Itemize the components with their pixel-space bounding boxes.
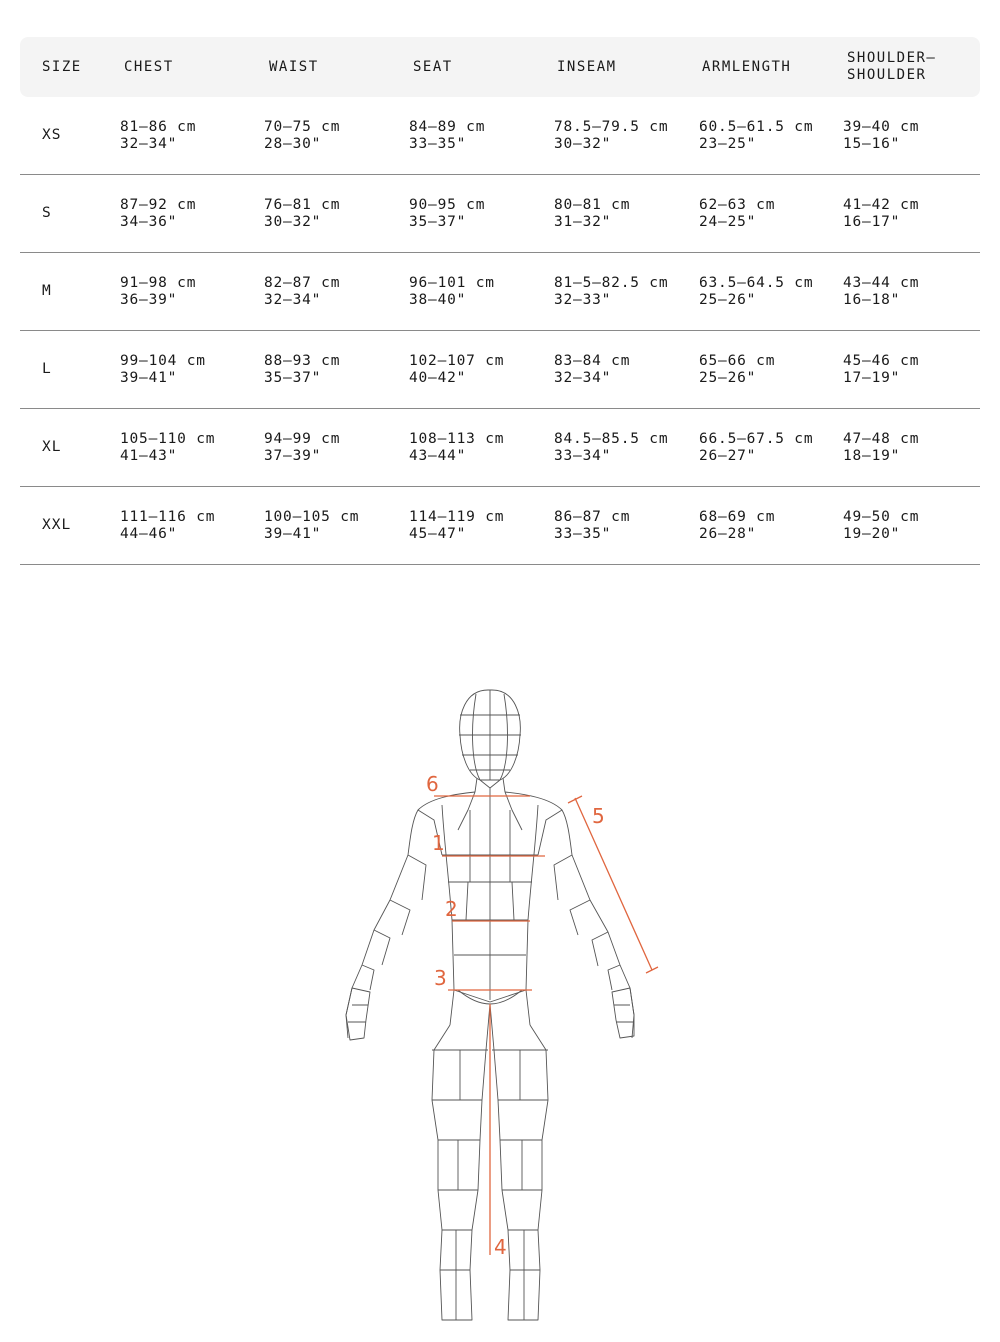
value-inch: 41–43" — [120, 447, 178, 464]
table-header-row — [20, 37, 980, 97]
measurement-cell — [120, 175, 196, 252]
column-header-2: WAIST — [269, 58, 319, 75]
value-inch: 25–26" — [699, 369, 757, 386]
marker-6: 6 — [426, 772, 439, 796]
value-cm: 86–87 cm — [554, 508, 631, 525]
value-inch: 35–37" — [264, 369, 322, 386]
value-inch: 40–42" — [409, 369, 467, 386]
table-row — [20, 487, 980, 565]
value-cm: 82–87 cm — [264, 274, 341, 291]
value-cm: 78.5–79.5 cm — [554, 118, 669, 135]
size-cell: XS — [42, 127, 62, 143]
measurement-cell — [699, 253, 813, 330]
table-row — [20, 409, 980, 487]
measurement-cell — [409, 331, 504, 408]
measurement-cell — [554, 487, 630, 564]
value-inch: 36–39" — [120, 291, 178, 308]
value-cm: 81–86 cm — [120, 118, 197, 135]
measurement-cell — [264, 253, 340, 330]
value-cm: 90–95 cm — [409, 196, 486, 213]
measurement-cell — [699, 487, 775, 564]
measurement-cell — [699, 175, 775, 252]
value-cm: 70–75 cm — [264, 118, 341, 135]
value-cm: 66.5–67.5 cm — [699, 430, 814, 447]
column-header-5: ARMLENGTH — [702, 58, 792, 75]
value-cm: 41–42 cm — [843, 196, 920, 213]
value-cm: 49–50 cm — [843, 508, 920, 525]
value-inch: 35–37" — [409, 213, 467, 230]
body-measurement-figure — [330, 670, 670, 1330]
measurement-cell — [843, 97, 919, 174]
value-cm: 43–44 cm — [843, 274, 920, 291]
value-cm: 63.5–64.5 cm — [699, 274, 814, 291]
value-inch: 32–34" — [264, 291, 322, 308]
value-inch: 38–40" — [409, 291, 467, 308]
measurement-cell — [409, 253, 495, 330]
value-cm: 94–99 cm — [264, 430, 341, 447]
value-inch: 18–19" — [843, 447, 901, 464]
measurement-cell — [264, 409, 340, 486]
value-inch: 44–46" — [120, 525, 178, 542]
value-cm: 84–89 cm — [409, 118, 486, 135]
value-cm: 102–107 cm — [409, 352, 505, 369]
value-inch: 43–44" — [409, 447, 467, 464]
marker-5-line — [575, 798, 652, 970]
value-inch: 39–41" — [120, 369, 178, 386]
marker-2: 2 — [445, 897, 458, 921]
measurement-cell — [120, 487, 215, 564]
value-inch: 32–34" — [120, 135, 178, 152]
size-cell: S — [42, 205, 52, 221]
value-cm: 105–110 cm — [120, 430, 216, 447]
measurement-cell — [409, 409, 504, 486]
measurement-lines — [434, 796, 658, 1255]
value-inch: 39–41" — [264, 525, 322, 542]
value-inch: 33–35" — [554, 525, 612, 542]
value-cm: 87–92 cm — [120, 196, 197, 213]
measurement-cell — [554, 409, 668, 486]
value-cm: 96–101 cm — [409, 274, 495, 291]
measurement-cell — [843, 331, 919, 408]
value-inch: 31–32" — [554, 213, 612, 230]
value-cm: 84.5–85.5 cm — [554, 430, 669, 447]
value-cm: 62–63 cm — [699, 196, 776, 213]
measurement-cell — [120, 331, 206, 408]
size-cell: XL — [42, 439, 62, 455]
value-inch: 33–34" — [554, 447, 612, 464]
measurement-cell — [699, 97, 813, 174]
value-inch: 34–36" — [120, 213, 178, 230]
measurement-cell — [843, 487, 919, 564]
value-inch: 23–25" — [699, 135, 757, 152]
value-cm: 100–105 cm — [264, 508, 360, 525]
value-inch: 19–20" — [843, 525, 901, 542]
value-inch: 32–34" — [554, 369, 612, 386]
value-inch: 17–19" — [843, 369, 901, 386]
value-cm: 91–98 cm — [120, 274, 197, 291]
value-cm: 76–81 cm — [264, 196, 341, 213]
value-cm: 83–84 cm — [554, 352, 631, 369]
value-inch: 25–26" — [699, 291, 757, 308]
value-inch: 45–47" — [409, 525, 467, 542]
value-inch: 30–32" — [264, 213, 322, 230]
measurement-cell — [554, 97, 668, 174]
measurement-cell — [699, 331, 775, 408]
value-cm: 80–81 cm — [554, 196, 631, 213]
measurement-cell — [554, 175, 630, 252]
value-cm: 45–46 cm — [843, 352, 920, 369]
value-inch: 15–16" — [843, 135, 901, 152]
value-cm: 60.5–61.5 cm — [699, 118, 814, 135]
marker-3: 3 — [434, 966, 447, 990]
measurement-cell — [843, 409, 919, 486]
measurement-markers — [426, 772, 605, 1259]
marker-5: 5 — [592, 804, 605, 828]
value-inch: 26–27" — [699, 447, 757, 464]
measurement-cell — [120, 253, 196, 330]
value-cm: 68–69 cm — [699, 508, 776, 525]
value-cm: 99–104 cm — [120, 352, 206, 369]
measurement-cell — [843, 175, 919, 252]
value-inch: 16–18" — [843, 291, 901, 308]
value-inch: 37–39" — [264, 447, 322, 464]
value-inch: 30–32" — [554, 135, 612, 152]
column-header-3: SEAT — [413, 58, 453, 75]
value-inch: 32–33" — [554, 291, 612, 308]
value-inch: 28–30" — [264, 135, 322, 152]
size-cell: XXL — [42, 517, 72, 533]
value-cm: 39–40 cm — [843, 118, 920, 135]
value-cm: 81–5–82.5 cm — [554, 274, 669, 291]
table-row — [20, 97, 980, 175]
table-row — [20, 331, 980, 409]
value-cm: 65–66 cm — [699, 352, 776, 369]
value-cm: 111–116 cm — [120, 508, 216, 525]
measurement-cell — [120, 97, 196, 174]
measurement-cell — [699, 409, 813, 486]
measurement-cell — [264, 331, 340, 408]
size-cell: L — [42, 361, 52, 377]
measurement-cell — [264, 487, 359, 564]
size-chart-table — [20, 37, 980, 565]
measurement-cell — [409, 175, 485, 252]
measurement-cell — [264, 175, 340, 252]
size-cell: M — [42, 283, 52, 299]
table-row — [20, 175, 980, 253]
measurement-cell — [554, 331, 630, 408]
value-inch: 24–25" — [699, 213, 757, 230]
column-header-0: SIZE — [42, 58, 82, 75]
column-header-4: INSEAM — [557, 58, 617, 75]
value-cm: 47–48 cm — [843, 430, 920, 447]
marker-4: 4 — [494, 1235, 507, 1259]
value-inch: 26–28" — [699, 525, 757, 542]
measurement-cell — [264, 97, 340, 174]
measurement-cell — [409, 487, 504, 564]
measurement-cell — [409, 97, 485, 174]
marker-1: 1 — [432, 831, 445, 855]
value-inch: 33–35" — [409, 135, 467, 152]
measurement-cell — [120, 409, 215, 486]
measurement-cell — [843, 253, 919, 330]
measurement-cell — [554, 253, 668, 330]
marker-5-cap-top — [568, 796, 582, 803]
value-inch: 16–17" — [843, 213, 901, 230]
table-row — [20, 253, 980, 331]
column-header-6: SHOULDER– SHOULDER — [847, 50, 937, 83]
value-cm: 114–119 cm — [409, 508, 505, 525]
marker-5-cap-bottom — [646, 967, 658, 973]
value-cm: 88–93 cm — [264, 352, 341, 369]
column-header-1: CHEST — [124, 58, 174, 75]
value-cm: 108–113 cm — [409, 430, 505, 447]
table-body — [20, 97, 980, 565]
